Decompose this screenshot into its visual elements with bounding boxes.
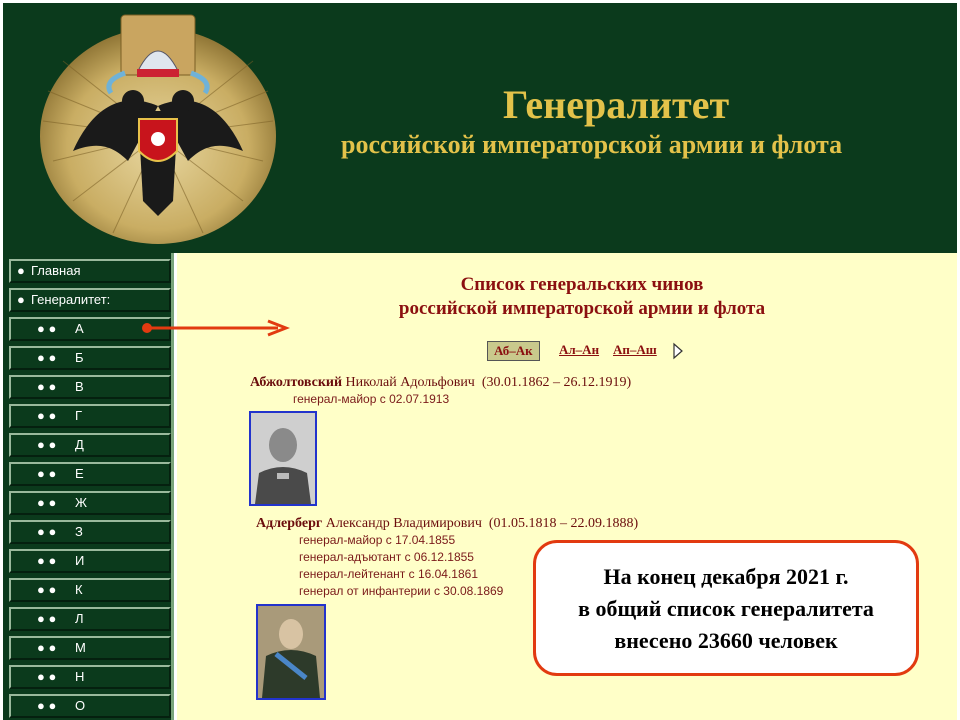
portrait-image[interactable] — [249, 411, 317, 506]
person-rank: генерал-лейтенант с 16.04.1861 — [299, 567, 478, 581]
person-surname[interactable]: Адлерберг — [256, 516, 323, 531]
sidebar-item-letter-v[interactable] — [9, 375, 171, 399]
sidebar-item-label: Н — [75, 669, 85, 684]
bullet-icon: ● ● — [37, 379, 57, 394]
tab-ab-ak[interactable]: Аб–Ак — [487, 341, 540, 361]
sidebar-item-letter-o[interactable] — [9, 694, 171, 718]
bullet-icon: ● ● — [37, 321, 57, 336]
bullet-icon: ● ● — [37, 640, 57, 655]
sidebar-item-generals[interactable] — [9, 288, 171, 312]
bullet-icon: ● ● — [37, 611, 57, 626]
callout-line3: внесено 23660 человек — [614, 628, 838, 653]
stats-callout — [533, 540, 919, 676]
callout-line1: На конец декабря 2021 г. — [603, 564, 849, 589]
person-rank: генерал от инфантерии с 30.08.1869 — [299, 584, 504, 598]
sidebar-item-letter-e[interactable] — [9, 462, 171, 486]
sidebar-item-letter-z[interactable] — [9, 520, 171, 544]
person-surname[interactable]: Абжолтовский — [250, 375, 343, 390]
sidebar-item-label: Д — [75, 437, 84, 452]
sidebar-item-home[interactable] — [9, 259, 171, 283]
person-dates: (30.01.1862 – 26.12.1919) — [481, 375, 632, 390]
sidebar-item-label: В — [75, 379, 84, 394]
bullet-icon: ● ● — [37, 669, 57, 684]
person-name-line — [250, 375, 631, 391]
sidebar-item-letter-g[interactable] — [9, 404, 171, 428]
person-given-name: Николай Адольфович — [345, 375, 475, 390]
person-given-name: Александр Владимирович — [325, 516, 482, 531]
sidebar-item-letter-m[interactable] — [9, 636, 171, 660]
portrait-photo-icon — [258, 606, 324, 698]
bullet-icon: ● ● — [37, 698, 57, 713]
bullet-icon: ● ● — [37, 350, 57, 365]
sidebar-item-label: Ж — [75, 495, 88, 510]
person-rank: генерал-адъютант с 06.12.1855 — [299, 550, 474, 564]
sidebar-item-letter-l[interactable] — [9, 607, 171, 631]
person-dates: (01.05.1818 – 22.09.1888) — [488, 516, 639, 531]
portrait-image[interactable] — [256, 604, 326, 700]
bullet-icon: ● — [17, 263, 25, 278]
sidebar-item-label: Б — [75, 350, 84, 365]
callout-line2: в общий список генералитета — [578, 596, 874, 621]
person-name-line — [256, 516, 638, 532]
sidebar-item-label: Генералитет: — [31, 292, 111, 307]
portrait-photo-icon — [251, 413, 315, 504]
site-title: Генералитет — [503, 82, 730, 127]
person-rank: генерал-майор с 17.04.1855 — [299, 533, 456, 547]
sidebar-item-label: О — [75, 698, 86, 713]
page-title-line2: российской императорской армии и флота — [398, 298, 766, 319]
sidebar-item-label: К — [75, 582, 83, 597]
tab-ap-ash[interactable]: Ап–Аш — [613, 342, 657, 357]
sidebar-item-letter-i[interactable] — [9, 549, 171, 573]
site-subtitle: российской императорской армии и флота — [341, 130, 843, 159]
bullet-icon: ● — [17, 292, 25, 307]
sidebar-item-label: Главная — [31, 263, 81, 278]
tab-al-an[interactable]: Ал–Ан — [559, 342, 600, 357]
sidebar-item-letter-zh[interactable] — [9, 491, 171, 515]
sidebar-item-letter-n[interactable] — [9, 665, 171, 689]
bullet-icon: ● ● — [37, 524, 57, 539]
sidebar-item-label: Л — [75, 611, 84, 626]
person-entry — [250, 375, 631, 408]
bullet-icon: ● ● — [37, 408, 57, 423]
person-rank: генерал-майор с 02.07.1913 — [293, 392, 450, 406]
sidebar-item-label: Г — [75, 408, 83, 423]
page-title-line1: Список генеральских чинов — [460, 274, 704, 295]
sidebar-item-letter-k[interactable] — [9, 578, 171, 602]
sidebar-item-letter-d[interactable] — [9, 433, 171, 457]
bullet-icon: ● ● — [37, 466, 57, 481]
sidebar-item-label: А — [75, 321, 84, 336]
sidebar-item-label: И — [75, 553, 85, 568]
page-title — [177, 273, 960, 321]
site-title-block — [341, 81, 923, 161]
sidebar-item-label: Е — [75, 466, 84, 481]
sidebar-item-letter-b[interactable] — [9, 346, 171, 370]
sidebar-item-label: М — [75, 640, 86, 655]
sidebar-item-label: З — [75, 524, 83, 539]
bullet-icon: ● ● — [37, 495, 57, 510]
pointer-arrow-icon — [140, 318, 290, 338]
imperial-emblem-icon — [33, 11, 283, 246]
bullet-icon: ● ● — [37, 437, 57, 452]
bullet-icon: ● ● — [37, 553, 57, 568]
bullet-icon: ● ● — [37, 582, 57, 597]
next-arrow-icon[interactable] — [672, 342, 684, 360]
site-header — [3, 3, 957, 253]
